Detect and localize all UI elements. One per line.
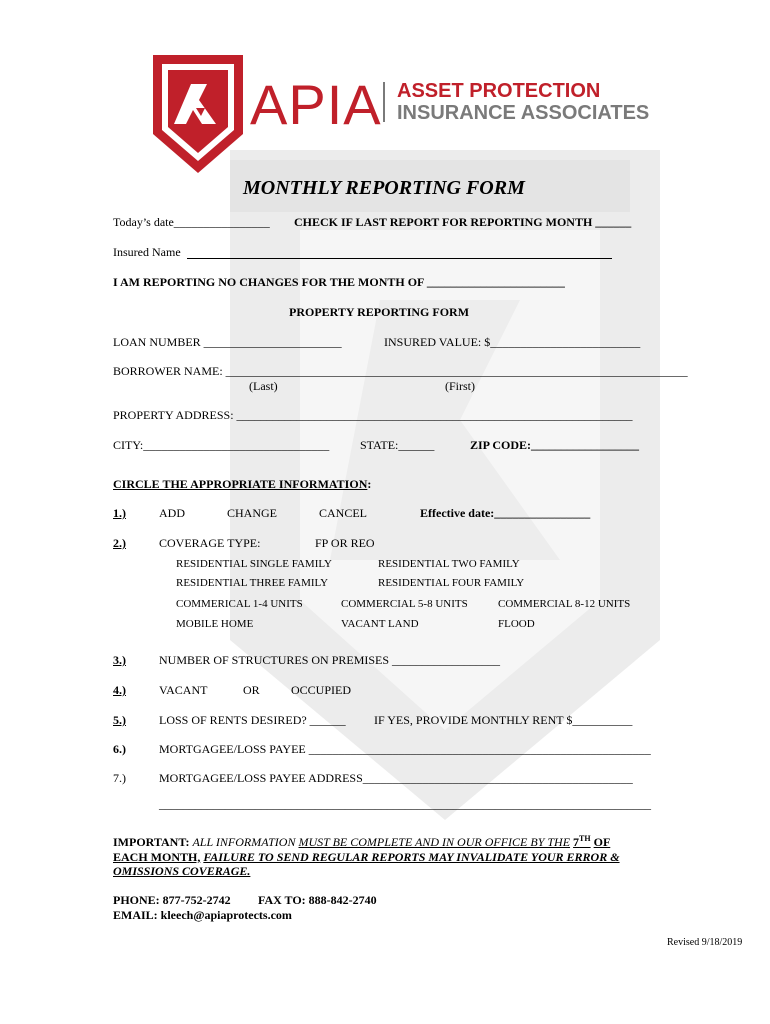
item-2-number: 2.): [113, 536, 126, 550]
option-flood[interactable]: FLOOD: [498, 618, 535, 630]
important-notice-line1: [113, 834, 610, 850]
insured-name-label: Insured Name: [113, 245, 181, 259]
important-of: OF: [593, 835, 611, 849]
option-vacant[interactable]: VACANT: [159, 683, 208, 697]
last-report-field[interactable]: CHECK IF LAST REPORT FOR REPORTING MONTH ______: [294, 215, 632, 229]
important-label: IMPORTANT:: [113, 835, 190, 849]
option-comm-1-4[interactable]: COMMERICAL 1-4 UNITS: [176, 598, 303, 610]
logo-wordmark: APIA: [250, 73, 382, 136]
option-comm-8-12[interactable]: COMMERCIAL 8-12 UNITS: [498, 598, 631, 610]
item-6-number: 6.): [113, 742, 126, 756]
insured-value-field[interactable]: INSURED VALUE: $_________________________: [384, 335, 641, 349]
item-3-number: 3.): [113, 653, 126, 667]
logo-line2: INSURANCE ASSOCIATES: [397, 102, 650, 124]
logo-line1: ASSET PROTECTION: [397, 80, 601, 102]
item-7-number: 7.): [113, 771, 126, 785]
mortgagee-field[interactable]: MORTGAGEE/LOSS PAYEE _________________________________________________________: [159, 742, 651, 756]
borrower-last-label: (Last): [249, 379, 278, 393]
revised-date: Revised 9/18/2019: [667, 937, 743, 948]
no-changes-field[interactable]: I AM REPORTING NO CHANGES FOR THE MONTH OF _______________________: [113, 275, 565, 289]
item-5-number: 5.): [113, 713, 126, 727]
loss-of-rents-field[interactable]: LOSS OF RENTS DESIRED? ______: [159, 713, 346, 727]
circle-heading: [113, 477, 371, 492]
important-part5: OMISSIONS COVERAGE.: [113, 864, 251, 878]
option-add[interactable]: ADD: [159, 506, 185, 520]
mortgagee-address-field[interactable]: MORTGAGEE/LOSS PAYEE ADDRESS_____________________________________________: [159, 771, 633, 785]
form-title: MONTHLY REPORTING FORM: [243, 177, 525, 199]
important-part2: MUST BE COMPLETE AND IN OUR OFFICE BY THE: [298, 835, 571, 849]
logo-divider: [383, 82, 385, 122]
monthly-rent-field[interactable]: IF YES, PROVIDE MONTHLY RENT $__________: [374, 713, 633, 727]
property-heading: PROPERTY REPORTING FORM: [289, 305, 470, 319]
coverage-type-label: COVERAGE TYPE:: [159, 536, 261, 550]
apia-shield-icon: [150, 52, 246, 176]
important-notice-line2: [113, 850, 620, 865]
company-logo: [150, 52, 650, 177]
city-field[interactable]: CITY:_______________________________: [113, 438, 330, 452]
effective-date-field[interactable]: Effective date:________________: [420, 506, 591, 520]
property-address-field[interactable]: PROPERTY ADDRESS: __________________________________________________________________: [113, 408, 633, 422]
important-seventh: [573, 835, 591, 849]
email-address[interactable]: EMAIL: kleech@apiaprotects.com: [113, 908, 292, 922]
option-res-three[interactable]: RESIDENTIAL THREE FAMILY: [176, 577, 329, 589]
phone-number: PHONE: 877-752-2742: [113, 893, 231, 907]
option-res-four[interactable]: RESIDENTIAL FOUR FAMILY: [378, 577, 525, 589]
mortgagee-address-continuation[interactable]: __________________________________________________________________________________: [159, 797, 651, 811]
important-th: TH: [579, 834, 591, 843]
circle-heading-colon: :: [367, 477, 372, 491]
option-res-single[interactable]: RESIDENTIAL SINGLE FAMILY: [176, 558, 332, 570]
option-occupied[interactable]: OCCUPIED: [291, 683, 352, 697]
or-label: OR: [243, 683, 260, 697]
borrower-name-field[interactable]: BORROWER NAME: _____________________________________________________________________________: [113, 364, 688, 378]
option-cancel[interactable]: CANCEL: [319, 506, 367, 520]
option-change[interactable]: CHANGE: [227, 506, 277, 520]
option-fp-reo[interactable]: FP OR REO: [315, 536, 375, 550]
loan-number-field[interactable]: LOAN NUMBER _______________________: [113, 335, 342, 349]
important-part3: EACH MONTH,: [113, 850, 201, 864]
structures-field[interactable]: NUMBER OF STRUCTURES ON PREMISES __________________: [159, 653, 501, 667]
important-part1: ALL INFORMATION: [192, 835, 296, 849]
option-mobile-home[interactable]: MOBILE HOME: [176, 618, 254, 630]
option-res-two[interactable]: RESIDENTIAL TWO FAMILY: [378, 558, 520, 570]
important-seven: 7: [573, 835, 580, 849]
todays-date-field[interactable]: Today’s date________________: [113, 215, 270, 229]
insured-name-line[interactable]: [187, 258, 612, 259]
option-comm-5-8[interactable]: COMMERCIAL 5-8 UNITS: [341, 598, 468, 610]
item-4-number: 4.): [113, 683, 126, 697]
fax-number: FAX TO: 888-842-2740: [258, 893, 377, 907]
borrower-first-label: (First): [445, 379, 475, 393]
state-field[interactable]: STATE:______: [360, 438, 435, 452]
important-part4: FAILURE TO SEND REGULAR REPORTS MAY INVALIDATE YOUR ERROR &: [203, 850, 620, 864]
item-1-number: 1.): [113, 506, 126, 520]
zip-field[interactable]: ZIP CODE:__________________: [470, 438, 640, 452]
circle-heading-text: CIRCLE THE APPROPRIATE INFORMATION: [113, 477, 368, 491]
option-vacant-land[interactable]: VACANT LAND: [341, 618, 419, 630]
